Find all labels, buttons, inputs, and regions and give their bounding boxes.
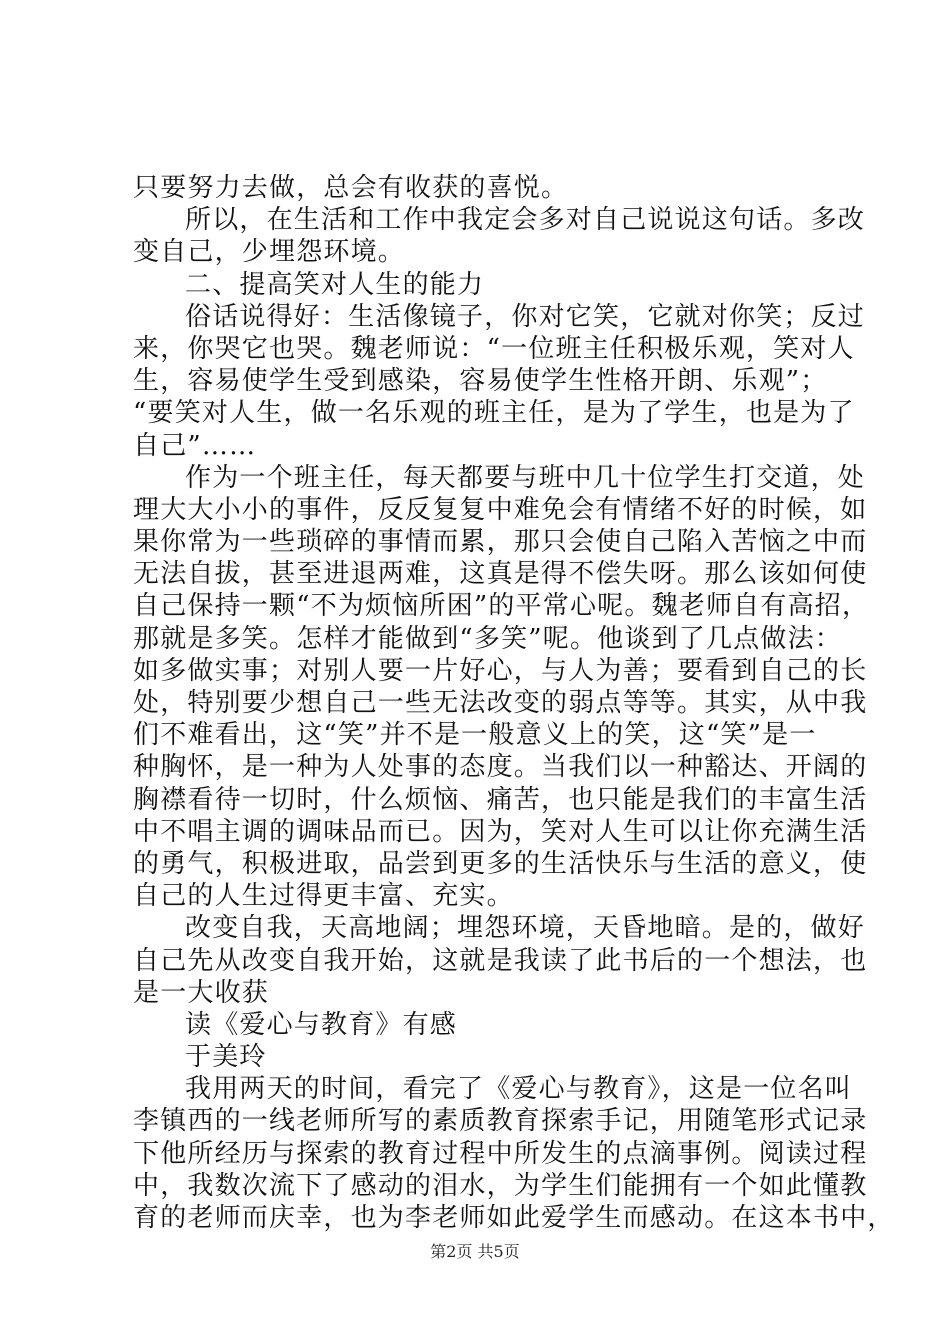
document-body: [133, 172, 895, 1234]
text-line: 的勇气，积极进取，品尝到更多的生活快乐与生活的意义，使: [133, 848, 868, 879]
text-line: 下他所经历与探索的教育过程中所发生的点滴事例。阅读过程: [133, 1138, 868, 1169]
text-line: 中不唱主调的调味品而已。因为，笑对人生可以让你充满生活: [133, 816, 868, 847]
text-line: 育的老师而庆幸，也为李老师如此爱学生而感动。在这本书中，: [133, 1203, 895, 1233]
text-line: 作为一个班主任，每天都要与班中几十位学生打交道，处: [185, 462, 866, 493]
page-number-footer: 第2页 共5页: [430, 1242, 520, 1261]
text-line: 们不难看出，这“笑”并不是一般意义上的笑，这“笑”是一: [133, 720, 817, 751]
text-line: 自己”……: [133, 430, 257, 461]
text-line: 中，我数次流下了感动的泪水，为学生们能拥有一个如此懂教: [133, 1170, 868, 1201]
text-line: 如多做实事；对别人要一片好心，与人为善；要看到自己的长: [133, 655, 868, 686]
text-line: 我用两天的时间，看完了《爱心与教育》，这是一位名叫: [185, 1074, 853, 1105]
text-line: 自己保持一颗“不为烦恼所困”的平常心呢。魏老师自有高招，: [133, 591, 870, 622]
text-line: 俗话说得好：生活像镜子，你对它笑，它就对你笑；反过: [185, 301, 866, 332]
text-line: “要笑对人生，做一名乐观的班主任，是为了学生，也是为了: [133, 398, 855, 429]
text-line: 胸襟看待一切时，什么烦恼、痛苦，也只能是我们的丰富生活: [133, 784, 868, 815]
text-line: 生，容易使学生受到感染，容易使学生性格开朗、乐观”；: [133, 366, 828, 397]
text-line: 理大大小小的事件，反反复复中难免会有情绪不好的时候，如: [133, 494, 868, 525]
text-line: 果你常为一些琐碎的事情而累，那只会使自己陷入苦恼之中而: [133, 527, 868, 558]
text-line: 李镇西的一线老师所写的素质教育探索手记，用随笔形式记录: [133, 1106, 868, 1137]
text-line: 读《爱心与教育》有感: [185, 1009, 458, 1040]
text-line: 来，你哭它也哭。魏老师说：“一位班主任积极乐观，笑对人: [133, 333, 855, 364]
text-line: 种胸怀，是一种为人处事的态度。当我们以一种豁达、开阔的: [133, 752, 868, 783]
text-line: 只要努力去做，总会有收获的喜悦。: [133, 173, 569, 203]
text-line: 自己先从改变自我开始，这就是我读了此书后的一个想法，也: [133, 945, 868, 976]
text-line: 二、提高笑对人生的能力: [185, 269, 485, 300]
text-line: 处，特别要少想自己一些无法改变的弱点等等。其实，从中我: [133, 688, 868, 718]
text-line: 于美玲: [185, 1042, 267, 1073]
text-line: 所以，在生活和工作中我定会多对自己说说这句话。多改: [185, 205, 866, 236]
text-line: 无法自拔，甚至进退两难，这真是得不偿失呀。那么该如何使: [133, 559, 868, 590]
text-line: 变自己，少埋怨环境。: [133, 237, 406, 268]
text-line: 是一大收获: [133, 977, 270, 1008]
text-line: 那就是多笑。怎样才能做到“多笑”呢。他谈到了几点做法：: [133, 623, 842, 654]
text-line: 自己的人生过得更丰富、充实。: [133, 881, 514, 912]
text-line: 改变自我，天高地阔；埋怨环境，天昏地暗。是的，做好: [185, 913, 866, 944]
